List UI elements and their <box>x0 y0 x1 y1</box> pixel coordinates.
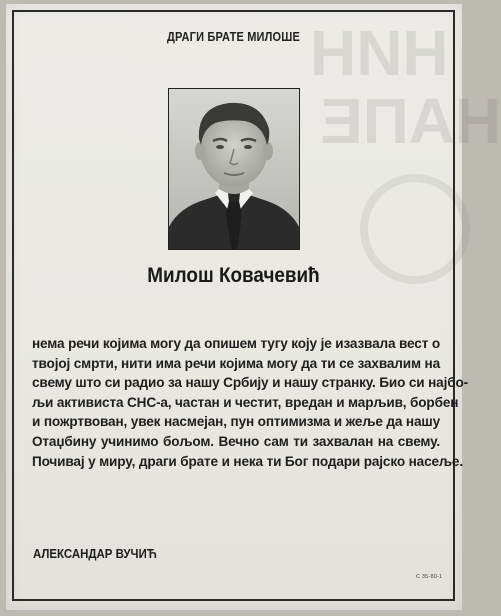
portrait-figure <box>169 89 299 249</box>
condolence-line: Отаџбину учинимо бољом. Вечно сам ти захвалан на свему. <box>32 433 440 449</box>
ad-code: С 35-80-1 <box>416 574 443 580</box>
condolence-line: твојој смрти, нити има речи којима могу да ти се захвалим на <box>32 355 440 371</box>
condolence-line: нема речи којима могу да опишем тугу коју је изазвала вест о <box>32 336 440 351</box>
condolence-line: Почивај у миру, драги брате и нека ти Бог подари рајско насеље. <box>32 453 463 469</box>
condolence-line: љи активиста СНС-а, частан и честит, вредан и марљив, борбен <box>32 394 459 410</box>
portrait-photo <box>168 88 300 250</box>
condolence-text <box>32 334 468 471</box>
obituary-heading: ДРАГИ БРАТЕ МИЛОШЕ <box>166 30 301 44</box>
condolence-line: и пожртвован, увек насмејан, пун оптимизма и жеље да нашу <box>32 414 440 430</box>
deceased-name: Милош Ковачевић <box>147 264 320 287</box>
signature-name: АЛЕКСАНДАР ВУЧИЋ <box>33 546 157 561</box>
condolence-line: свему што си радио за нашу Србију и нашу странку. Био си најбо- <box>32 375 468 391</box>
